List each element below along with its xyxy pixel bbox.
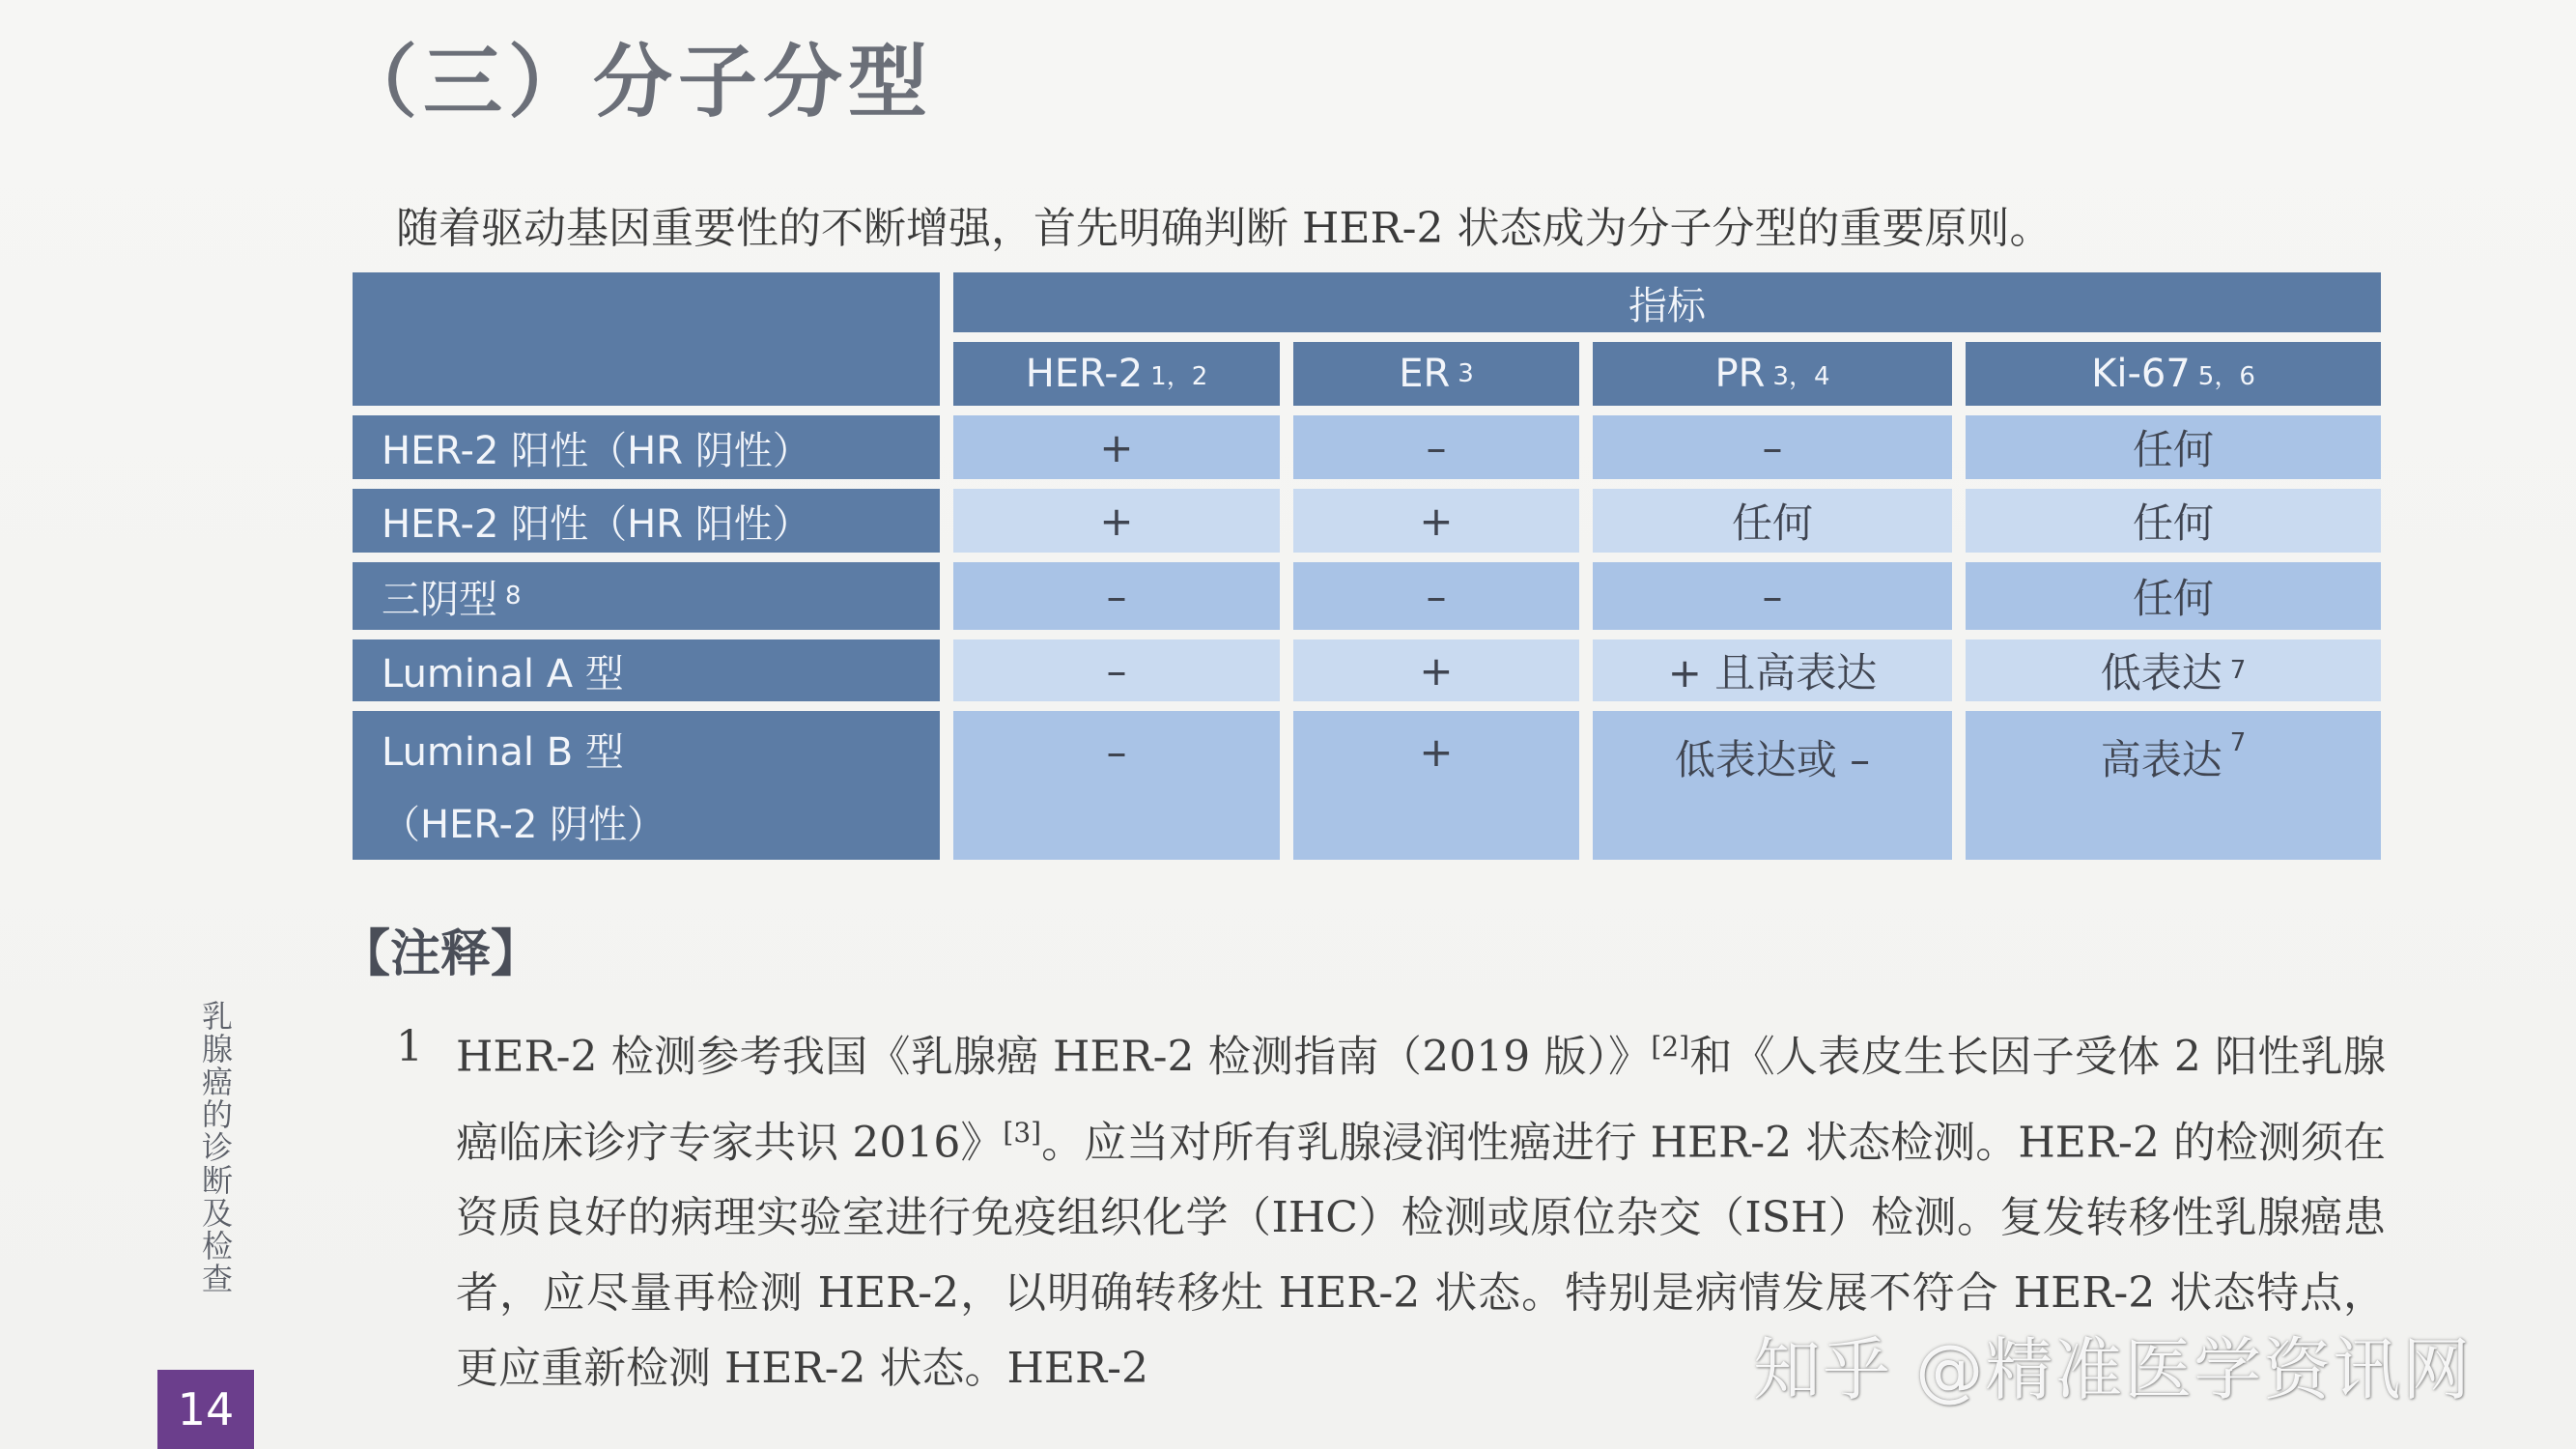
table-cell xyxy=(953,639,1280,701)
table-cell xyxy=(1966,639,2381,701)
table-cell xyxy=(953,562,1280,630)
cell-value: – xyxy=(1426,572,1447,620)
table-cell xyxy=(953,415,1280,479)
cell-value: 低表达 xyxy=(2100,649,2222,696)
cell-value: + xyxy=(1419,497,1454,545)
column-header-label: Ki-67 xyxy=(2091,352,2191,396)
table-cell xyxy=(1593,562,1952,630)
table-cell xyxy=(1966,489,2381,553)
column-header-pr xyxy=(1593,342,1952,406)
row-label-luminal-b xyxy=(353,711,940,860)
molecular-subtype-table xyxy=(353,272,2381,860)
cell-value: + xyxy=(1099,423,1134,471)
chapter-side-label: 乳腺癌的诊断及检查 xyxy=(197,1000,234,1295)
note-number: 1 xyxy=(396,1022,423,1071)
table-cell xyxy=(1966,562,2381,630)
row-label-text: Luminal B 型 xyxy=(382,730,624,775)
row-label-her2-positive-hr-negative xyxy=(353,415,940,479)
column-header-sup: 3 xyxy=(1458,359,1474,388)
note-reference: [3] xyxy=(1003,1116,1042,1149)
note-text: 。应当对所有乳腺浸润性癌进行 HER-2 状态检测。HER-2 的检测须在资质良好的病理实验室进行免疫组织化学（IHC）检测或原位杂交（ISH）检测。复发转移性乳腺癌患者，应尽量再检测 HER-2，以明确转移灶 HER-2 状态。特别是病情发展不符合 HER-2 状态特点，更应重新检测 HER-2 状态。HER-2 xyxy=(456,1118,2386,1394)
table-corner-header xyxy=(353,272,940,406)
notes-heading: 【注释】 xyxy=(340,925,542,983)
cell-value: + xyxy=(1419,728,1454,776)
row-label-her2-positive-hr-positive xyxy=(353,489,940,553)
watermark: 知乎 @精准医学资讯网 xyxy=(1753,1330,2473,1409)
table-cell xyxy=(1293,711,1579,860)
row-label-sup: 8 xyxy=(505,582,522,611)
cell-value: 任何 xyxy=(2132,575,2214,622)
table-cell xyxy=(1966,415,2381,479)
row-label-subtext: （HER-2 阴性） xyxy=(382,803,666,847)
row-label-text: 三阴型 xyxy=(382,577,497,622)
cell-value: – xyxy=(1762,572,1783,620)
column-header-her2 xyxy=(953,342,1280,406)
page-number: 14 xyxy=(157,1370,254,1449)
column-header-sup: 1，2 xyxy=(1150,361,1208,391)
table-cell xyxy=(1593,415,1952,479)
cell-value: 任何 xyxy=(2132,426,2214,473)
cell-value: + 且高表达 xyxy=(1667,649,1878,696)
cell-value: 低表达或 – xyxy=(1674,736,1871,783)
cell-value: – xyxy=(1762,423,1783,471)
cell-value-sup: 7 xyxy=(2229,656,2247,685)
cell-value: – xyxy=(1426,423,1447,471)
cell-value: – xyxy=(1106,728,1127,776)
cell-value: 任何 xyxy=(1731,499,1813,547)
row-label-text: Luminal A 型 xyxy=(382,651,624,696)
table-group-header: 指标 xyxy=(953,272,2381,332)
table-cell xyxy=(1593,489,1952,553)
row-label-luminal-a xyxy=(353,639,940,701)
column-header-sup: 5，6 xyxy=(2197,361,2255,391)
note-reference: [2] xyxy=(1651,1031,1690,1063)
table-cell xyxy=(1293,415,1579,479)
column-header-er xyxy=(1293,342,1579,406)
cell-value: 高表达 xyxy=(2100,736,2222,783)
cell-value: + xyxy=(1419,646,1454,695)
table-cell xyxy=(1966,711,2381,860)
row-label-triple-negative xyxy=(353,562,940,630)
column-header-label: PR xyxy=(1714,352,1766,396)
note-text: HER-2 检测参考我国《乳腺癌 HER-2 检测指南（2019 版）》 xyxy=(456,1032,1652,1082)
cell-value: – xyxy=(1106,646,1127,695)
column-header-label: ER xyxy=(1399,352,1451,396)
table-cell xyxy=(1293,489,1579,553)
table-cell xyxy=(953,489,1280,553)
note-text: 和《人表皮生长因子受体 2 阳性乳腺癌临床诊疗专家共识 2016》 xyxy=(456,1032,2386,1168)
cell-value: – xyxy=(1106,572,1127,620)
table-cell xyxy=(1593,639,1952,701)
column-header-sup: 3，4 xyxy=(1772,361,1830,391)
table-cell xyxy=(1293,562,1579,630)
row-label-text: HER-2 阳性（HR 阳性） xyxy=(382,501,811,547)
section-title: （三）分子分型 xyxy=(338,37,934,128)
cell-value-sup: 7 xyxy=(2229,728,2247,757)
cell-value: + xyxy=(1099,497,1134,545)
intro-paragraph: 随着驱动基因重要性的不断增强，首先明确判断 HER-2 状态成为分子分型的重要原则。 xyxy=(396,204,2052,253)
table-cell xyxy=(1593,711,1952,860)
table-cell xyxy=(1293,639,1579,701)
column-header-ki67 xyxy=(1966,342,2381,406)
column-header-label: HER-2 xyxy=(1025,352,1144,396)
row-label-text: HER-2 阳性（HR 阴性） xyxy=(382,428,811,473)
table-cell xyxy=(953,711,1280,860)
cell-value: 任何 xyxy=(2132,499,2214,547)
